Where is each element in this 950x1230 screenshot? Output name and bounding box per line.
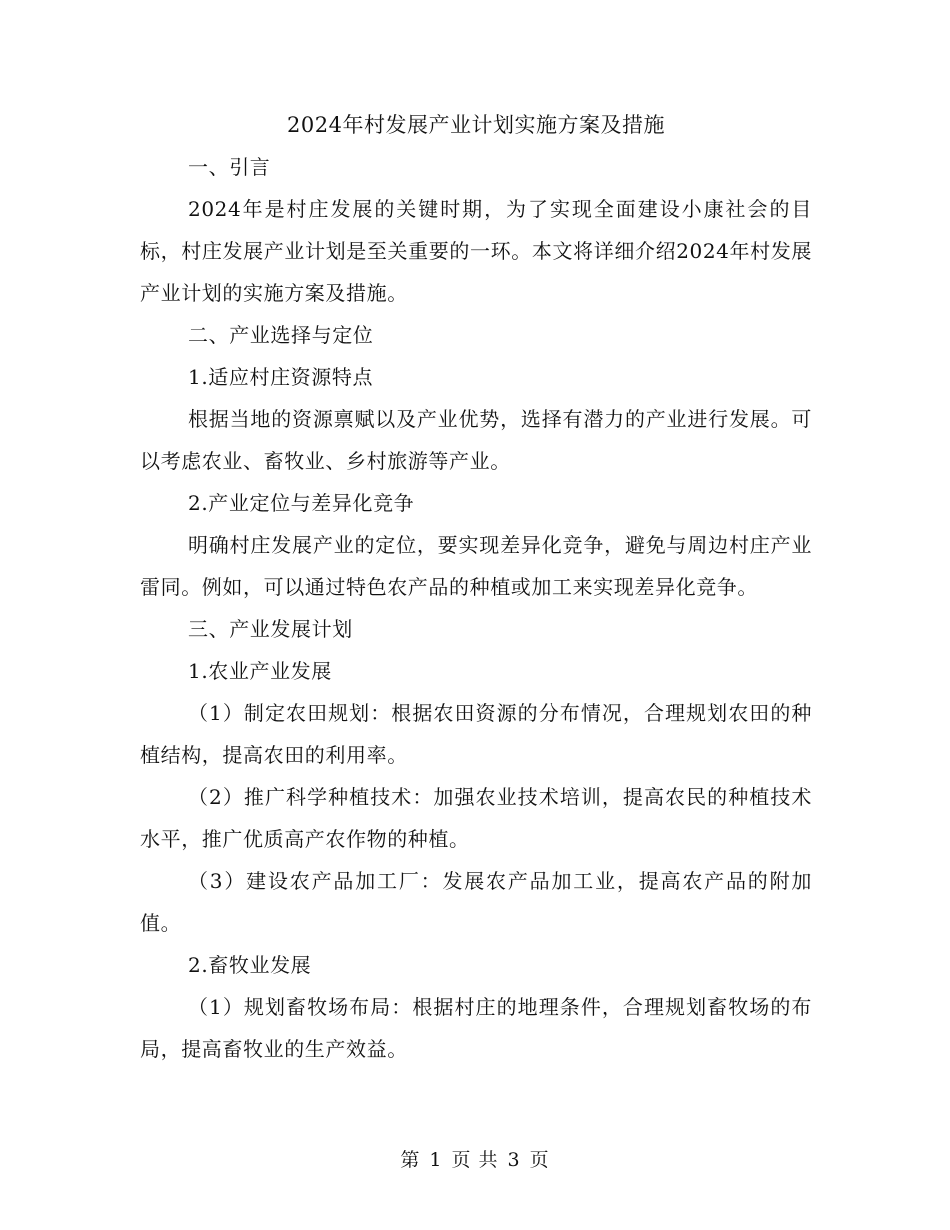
footer-suffix: 页 [529, 1149, 550, 1171]
document-body [140, 104, 812, 1070]
list-item-farmland-plan: （1）制定农田规划：根据农田资源的分布情况，合理规划农田的种植结构，提高农田的利用率。 [140, 701, 812, 767]
subheading-positioning: 2.产业定位与差异化竞争 [188, 491, 415, 515]
paragraph-positioning: 明确村庄发展产业的定位，要实现差异化竞争，避免与周边村庄产业雷同。例如，可以通过特色农产品的种植或加工来实现差异化竞争。 [140, 533, 812, 599]
footer-total-pages: 3 [507, 1149, 521, 1171]
paragraph-resource-fit: 根据当地的资源禀赋以及产业优势，选择有潜力的产业进行发展。可以考虑农业、畜牧业、乡村旅游等产业。 [140, 407, 812, 473]
footer-prefix: 第 [400, 1149, 421, 1171]
list-item-ranch-layout: （1）规划畜牧场布局：根据村庄的地理条件，合理规划畜牧场的布局，提高畜牧业的生产效益。 [140, 995, 812, 1061]
document-title: 2024年村发展产业计划实施方案及措施 [287, 113, 665, 137]
paragraph-intro: 2024年是村庄发展的关键时期，为了实现全面建设小康社会的目标，村庄发展产业计划是至关重要的一环。本文将详细介绍2024年村发展产业计划的实施方案及措施。 [140, 197, 812, 305]
subheading-agriculture: 1.农业产业发展 [188, 659, 332, 683]
section-heading-intro: 一、引言 [188, 155, 271, 179]
subheading-animal-husbandry: 2.畜牧业发展 [188, 953, 312, 977]
footer-page-number: 1 [429, 1149, 443, 1171]
list-item-planting-tech: （2）推广科学种植技术：加强农业技术培训，提高农民的种植技术水平，推广优质高产农作物的种植。 [140, 785, 812, 851]
list-item-processing-plant: （3）建设农产品加工厂：发展农产品加工业，提高农产品的附加值。 [140, 869, 812, 935]
page-footer [0, 1146, 950, 1174]
subheading-resource-fit: 1.适应村庄资源特点 [188, 365, 374, 389]
footer-middle: 页 共 [451, 1149, 499, 1171]
section-heading-industry-selection: 二、产业选择与定位 [188, 323, 374, 347]
section-heading-development-plan: 三、产业发展计划 [188, 617, 353, 641]
